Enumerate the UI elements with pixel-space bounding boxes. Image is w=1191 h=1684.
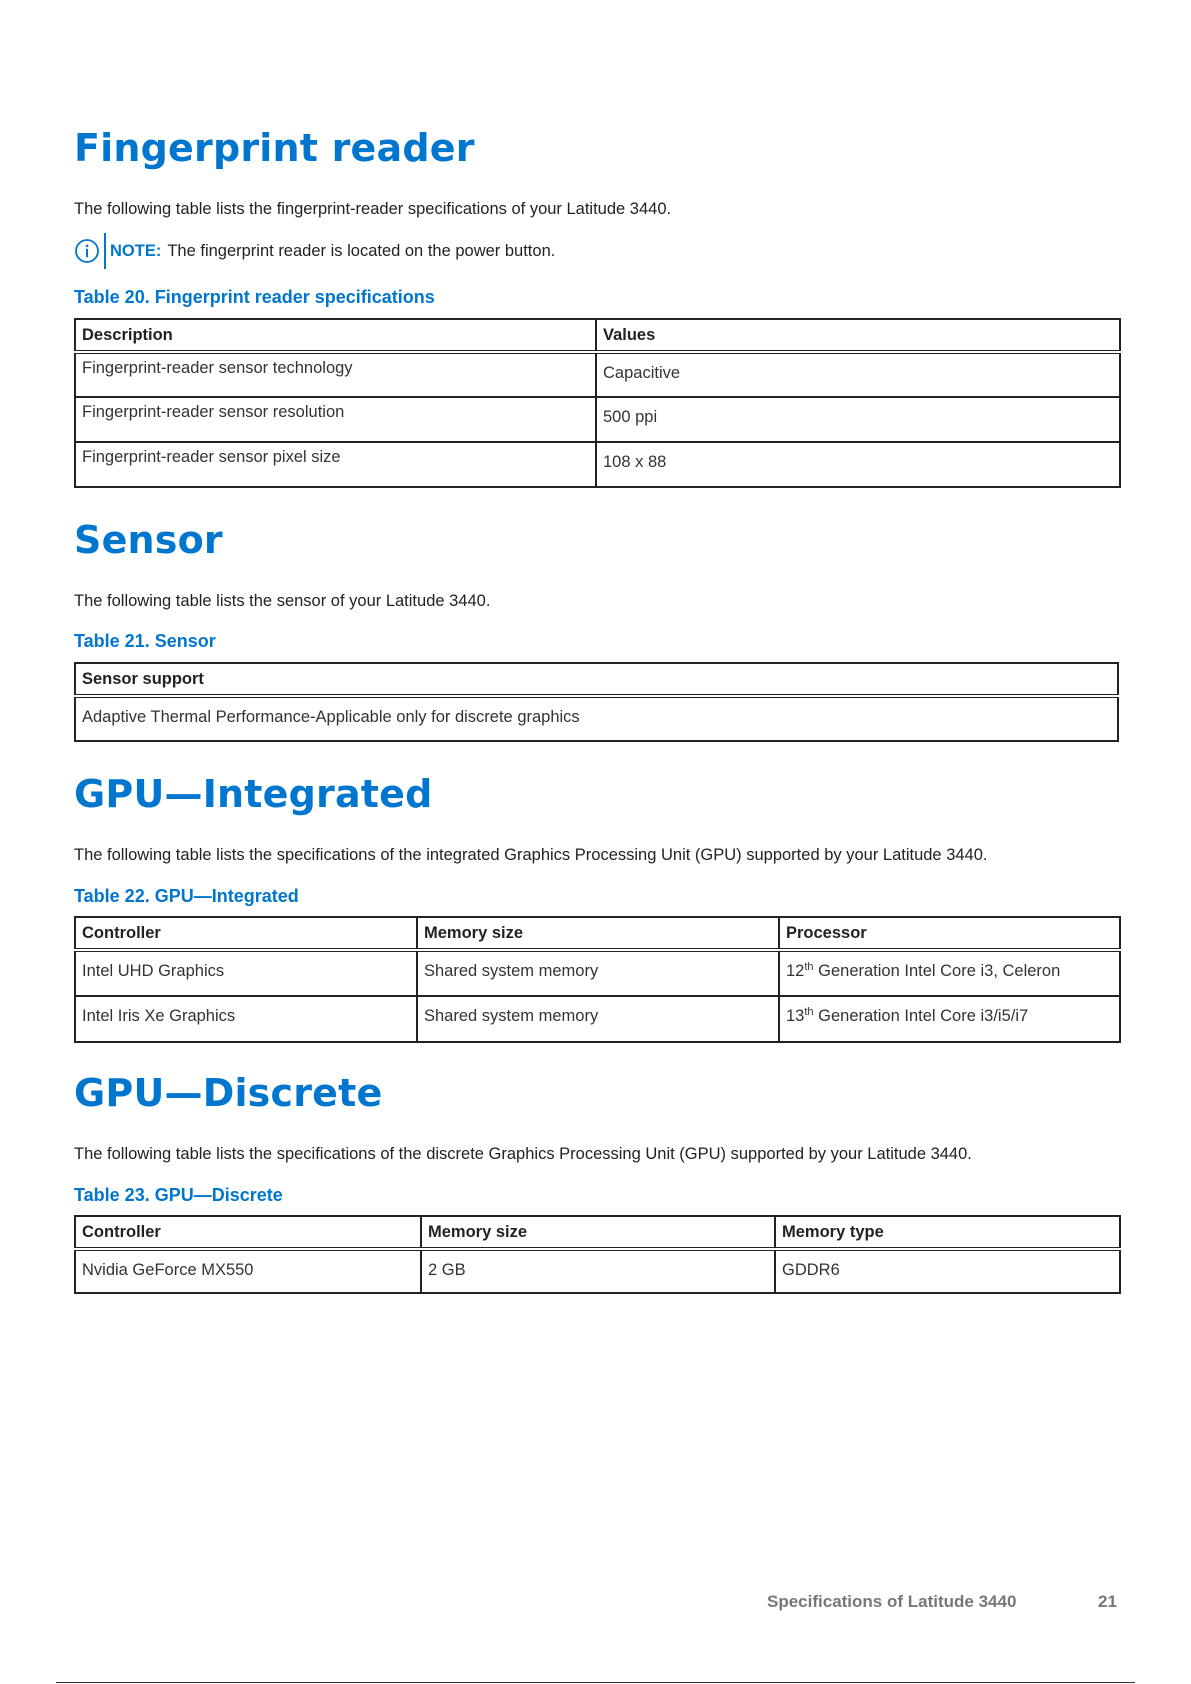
table-header: Processor (779, 917, 1120, 950)
table-cell (779, 996, 1120, 1042)
table-header-row (75, 319, 1120, 352)
heading-gpu-integrated: GPU—Integrated (74, 772, 433, 816)
ordinal-suffix: th (804, 1006, 814, 1018)
table-header: Memory size (417, 917, 779, 950)
sensor-intro: The following table lists the sensor of your Latitude 3440. (74, 592, 491, 610)
table-header-row (75, 917, 1120, 950)
table-cell (779, 950, 1120, 996)
footer-rule (56, 1682, 1135, 1683)
table-header: Controller (75, 917, 417, 950)
fingerprint-intro: The following table lists the fingerprint-reader specifications of your Latitude 3440. (74, 200, 672, 218)
heading-gpu-discrete: GPU—Discrete (74, 1071, 383, 1115)
table-cell: Fingerprint-reader sensor technology (75, 352, 596, 397)
table-row (75, 1249, 1120, 1293)
table-header: Values (596, 319, 1120, 352)
table-21-caption: Table 21. Sensor (74, 631, 216, 651)
table-header: Controller (75, 1216, 421, 1249)
sensor-table (74, 662, 1119, 742)
table-23-caption: Table 23. GPU—Discrete (74, 1185, 283, 1205)
table-row (75, 996, 1120, 1042)
table-cell: 108 x 88 (596, 442, 1120, 487)
processor-description: Generation Intel Core i3, Celeron (813, 962, 1061, 980)
note-label: NOTE: (110, 241, 162, 260)
table-cell: 500 ppi (596, 397, 1120, 442)
gpu-discrete-intro: The following table lists the specifications of the discrete Graphics Processing Unit (GPU) supported by your Latitude 3440. (74, 1145, 972, 1163)
table-cell: Nvidia GeForce MX550 (75, 1249, 421, 1293)
table-cell: GDDR6 (775, 1249, 1120, 1293)
table-cell: Shared system memory (417, 950, 779, 996)
table-header: Description (75, 319, 596, 352)
table-header-row (75, 663, 1118, 696)
table-cell: Capacitive (596, 352, 1120, 397)
gpu-discrete-table (74, 1215, 1121, 1294)
table-cell: Shared system memory (417, 996, 779, 1042)
page-number: 21 (1098, 1592, 1117, 1611)
table-header: Memory type (775, 1216, 1120, 1249)
processor-description: Generation Intel Core i3/i5/i7 (813, 1007, 1029, 1025)
note-divider (104, 233, 106, 269)
heading-fingerprint-reader: Fingerprint reader (74, 126, 475, 170)
table-cell: Intel UHD Graphics (75, 950, 417, 996)
note-callout (74, 233, 555, 269)
table-cell: Fingerprint-reader sensor resolution (75, 397, 596, 442)
fingerprint-spec-table (74, 318, 1121, 488)
table-row (75, 442, 1120, 487)
table-row (75, 696, 1118, 741)
table-row (75, 352, 1120, 397)
table-header: Sensor support (75, 663, 1118, 696)
heading-sensor: Sensor (74, 518, 223, 562)
table-cell: Fingerprint-reader sensor pixel size (75, 442, 596, 487)
table-cell: 2 GB (421, 1249, 775, 1293)
table-header-row (75, 1216, 1120, 1249)
gpu-integrated-intro: The following table lists the specifications of the integrated Graphics Processing Unit (GPU) supported by your Latitude 3440. (74, 846, 988, 864)
gpu-integrated-table (74, 916, 1121, 1043)
table-row (75, 397, 1120, 442)
table-header: Memory size (421, 1216, 775, 1249)
table-22-caption: Table 22. GPU—Integrated (74, 886, 299, 906)
table-cell: Intel Iris Xe Graphics (75, 996, 417, 1042)
table-20-caption: Table 20. Fingerprint reader specifications (74, 287, 435, 307)
note-text: The fingerprint reader is located on the power button. (167, 241, 556, 260)
processor-generation: 13 (786, 1007, 805, 1025)
info-icon (74, 238, 100, 264)
footer-title: Specifications of Latitude 3440 (767, 1592, 1017, 1611)
processor-generation: 12 (786, 962, 805, 980)
table-row (75, 950, 1120, 996)
ordinal-suffix: th (804, 961, 814, 973)
table-cell: Adaptive Thermal Performance-Applicable only for discrete graphics (75, 696, 1118, 741)
